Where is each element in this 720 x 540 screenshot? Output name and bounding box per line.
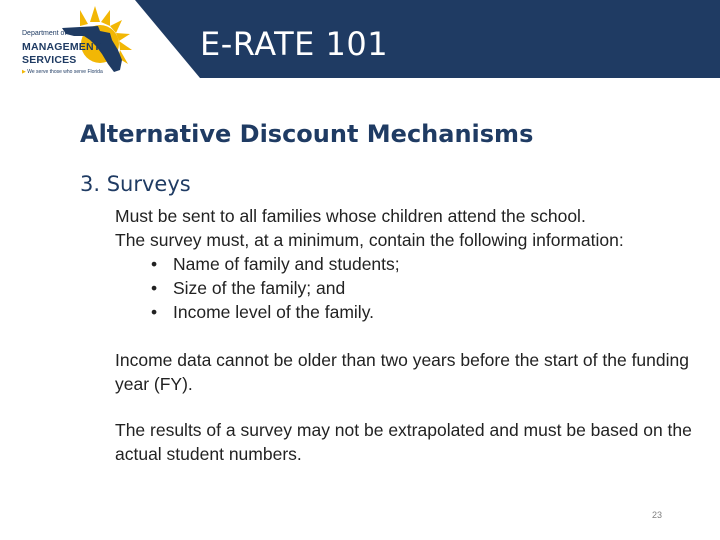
header-title: E-RATE 101 bbox=[200, 25, 389, 63]
dms-logo bbox=[0, 0, 200, 100]
logo-management-text: MANAGEMENT bbox=[22, 41, 101, 53]
list-item: • Income level of the family. bbox=[151, 300, 400, 324]
logo-department-text: Department of bbox=[22, 30, 67, 37]
slide-title: Alternative Discount Mechanisms bbox=[80, 120, 534, 148]
list-item: • Size of the family; and bbox=[151, 276, 400, 300]
paragraph-income-data: Income data cannot be older than two years before the start of the funding year (FY). bbox=[115, 350, 689, 394]
page-number: 23 bbox=[652, 510, 663, 520]
logo-tagline bbox=[22, 69, 103, 75]
tagline-arrow-icon: ▶ bbox=[22, 69, 26, 75]
section-heading: 3. Surveys bbox=[80, 172, 191, 196]
paragraph-survey-requirements: The survey must, at a minimum, contain the following information: bbox=[115, 230, 624, 250]
paragraph-extrapolation: The results of a survey may not be extrapolated and must be based on the actual student numbers. bbox=[115, 420, 692, 464]
logo-tagline-text: We serve those who serve Florida bbox=[27, 69, 103, 75]
paragraph-families: Must be sent to all families whose children attend the school. bbox=[115, 206, 586, 226]
requirements-list bbox=[151, 252, 400, 324]
list-item: • Name of family and students; bbox=[151, 252, 400, 276]
logo-services-text: SERVICES bbox=[22, 54, 77, 66]
